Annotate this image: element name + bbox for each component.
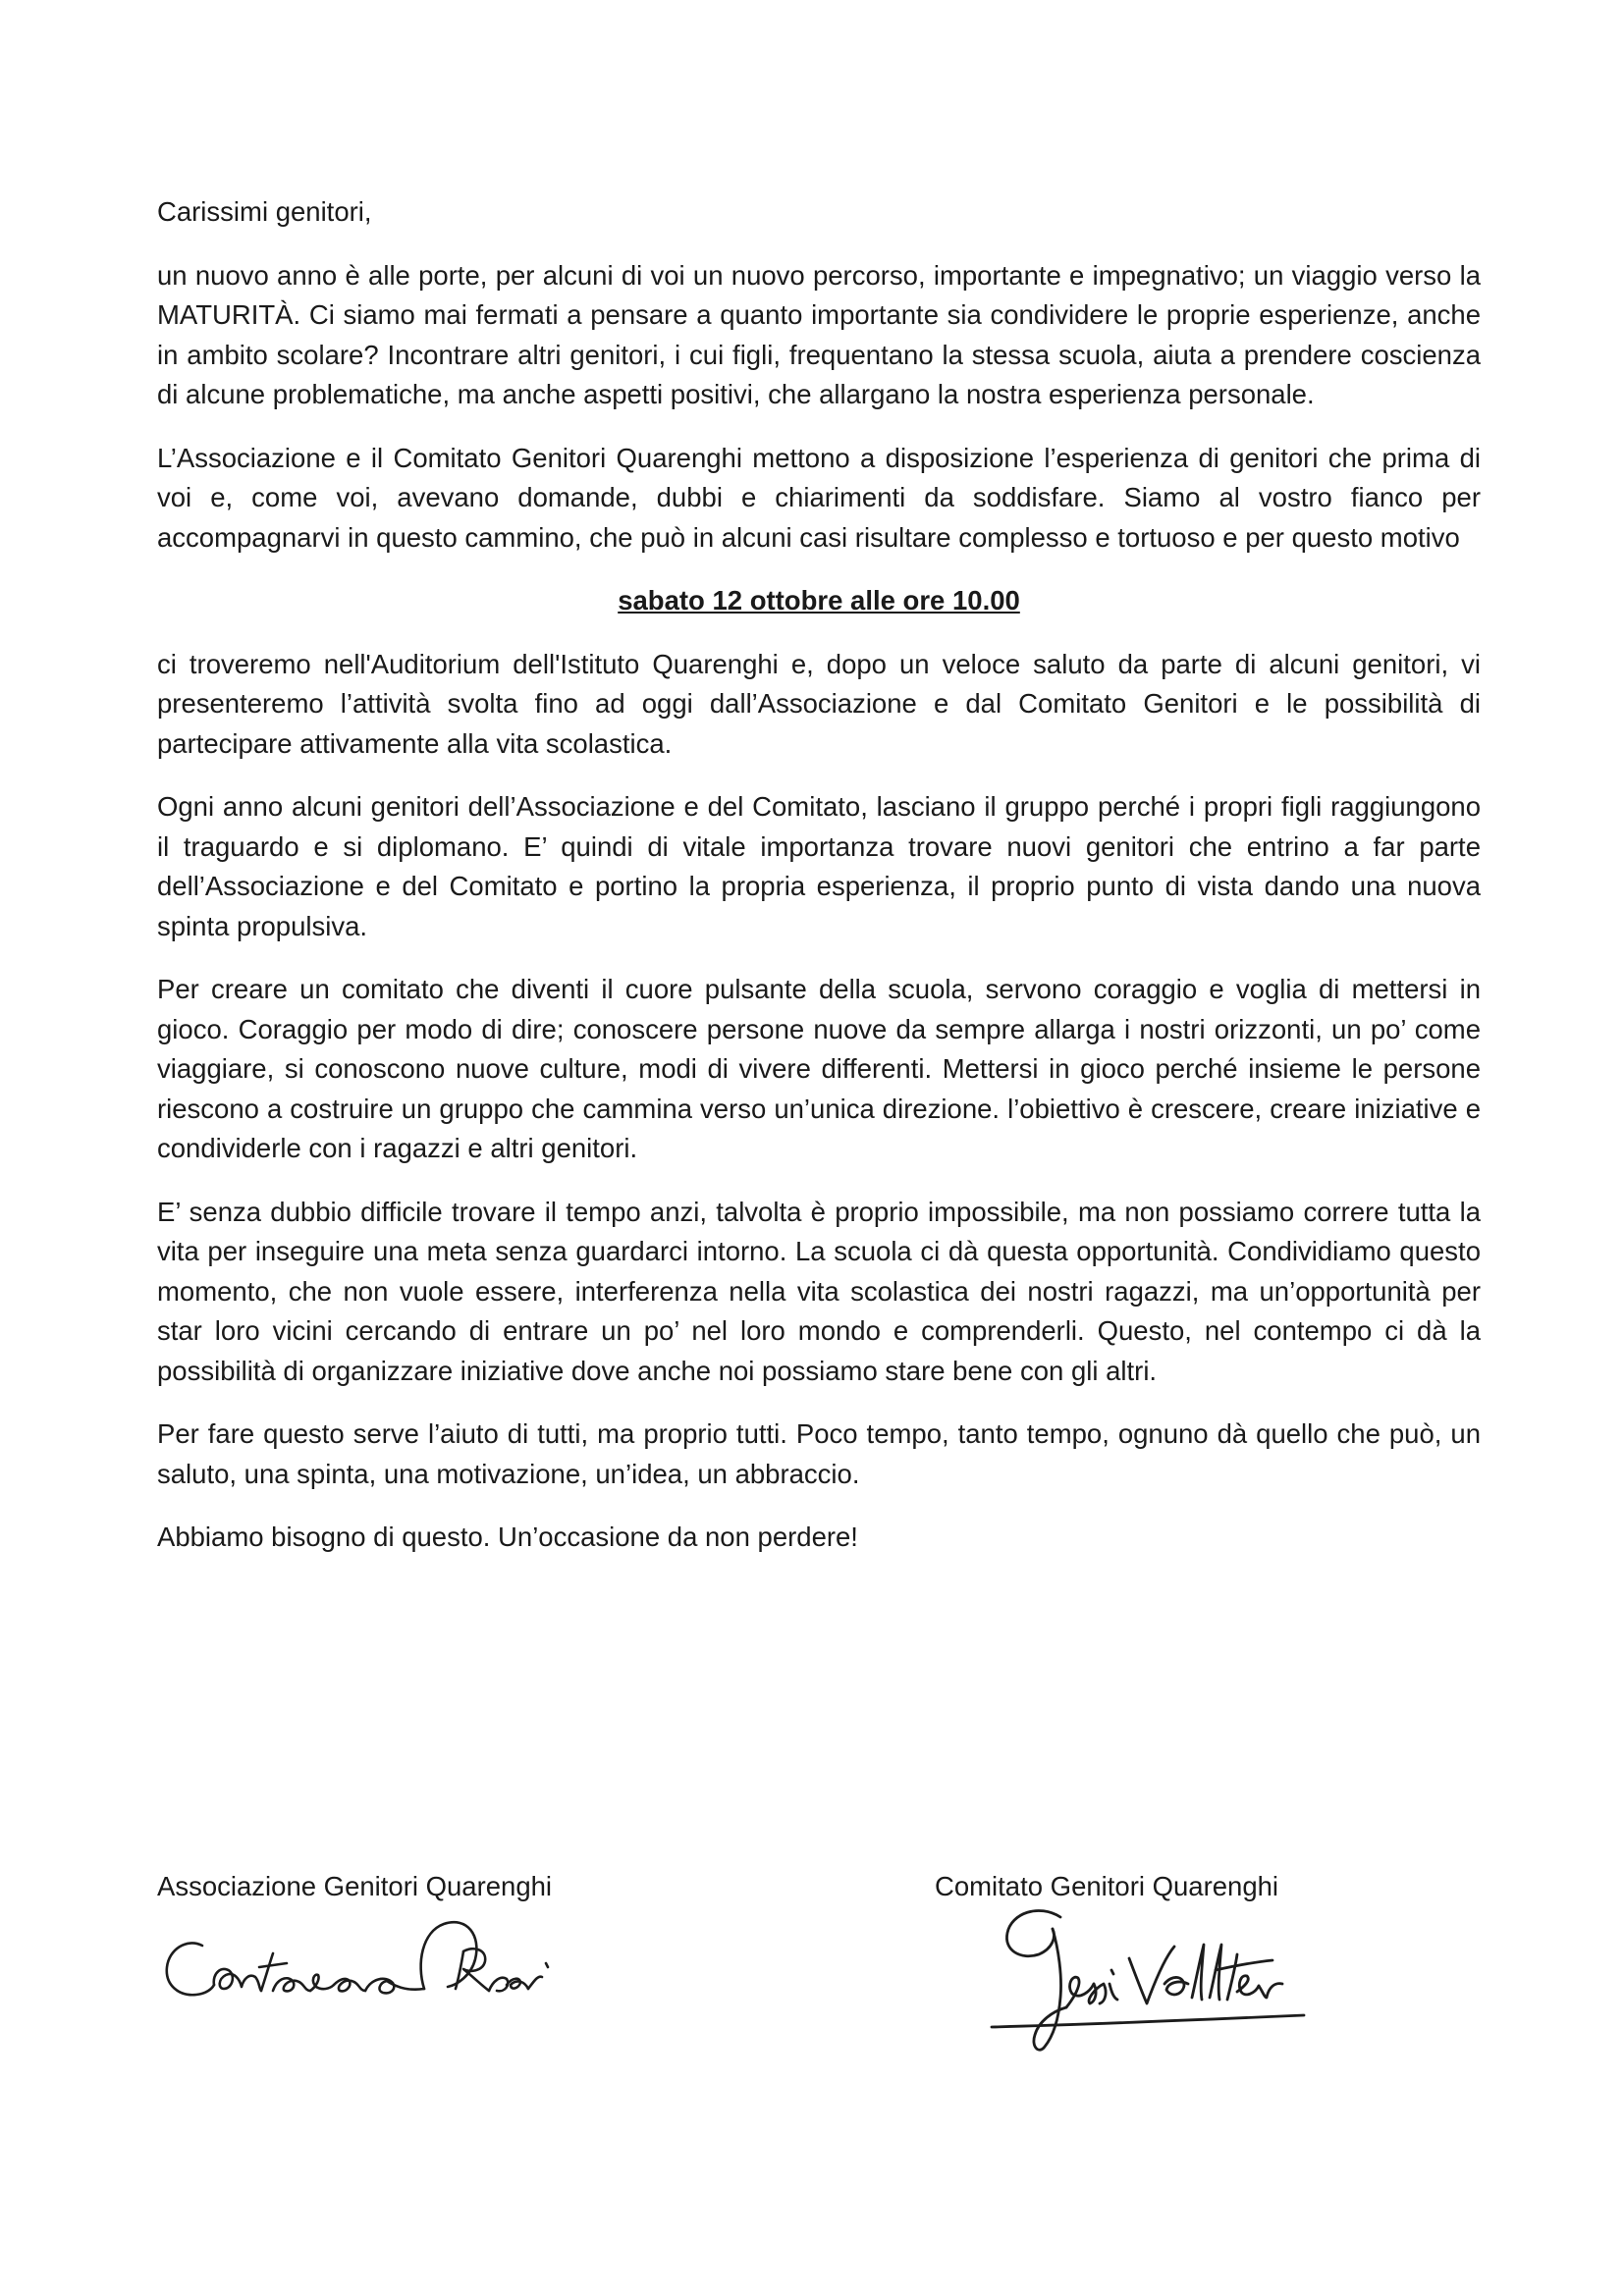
paragraph-committee: Per creare un comitato che diventi il cuore pulsante della scuola, servono coraggio e voglia di mettersi in gioco. Coraggio per modo di dire; conoscere persone nuove da sempre allarga i nostri orizzonti, un po’ come viaggiare, si conoscono nuove culture, modi di vivere differenti. Mettersi in gioco perché insieme le persone riescono a costruire un gruppo che cammina verso un’unica direzione. l’obiettivo è crescere, creare iniziative e condividerle con i ragazzi e altri genitori. xyxy=(157,974,1481,1163)
paragraph-association: L’Associazione e il Comitato Genitori Quarenghi mettono a disposizione l’esperienza di genitori che prima di voi e, come voi, avevano domande, dubbi e chiarimenti da soddisfare. Siamo al vostro fianco per accompagnarvi in questo cammino, che può in alcuni casi risultare complesso e tortuoso e per questo motivo xyxy=(157,442,1481,553)
paragraph-intro: un nuovo anno è alle porte, per alcuni di voi un nuovo percorso, importante e impegnativo; un viaggio verso la MATURITÀ. Ci siamo mai fermati a pensare a quanto importante sia condividere le proprie esperienze, anche in ambito scolare? Incontrare altri genitori, i cui figli, frequentano la stessa scuola, aiuta a prendere coscienza di alcune problematiche, ma anche aspetti positivi, che allargano la nostra esperienza personale. xyxy=(157,259,1481,409)
committee-name: Comitato Genitori Quarenghi xyxy=(935,1871,1279,1901)
paragraph-time: E’ senza dubbio difficile trovare il tempo anzi, talvolta è proprio impossibile, ma non possiamo correre tutta la vita per inseguire una meta senza guardarci intorno. La scuola ci dà questa opportunità. Condividiamo questo momento, che non vuole essere, interferenza nella vita scolastica dei nostri ragazzi, ma un’opportunità per star loro vicini cercando di entrare un po’ nel loro mondo e comprenderli. Questo, nel contempo ci dà la possibilità di organizzare iniziative dove anche noi possiamo stare bene con gli altri. xyxy=(157,1196,1481,1386)
greeting: Carissimi genitori, xyxy=(157,196,372,227)
committee-handwritten-signature xyxy=(992,1890,1316,2056)
paragraph-help: Per fare questo serve l’aiuto di tutti, ma proprio tutti. Poco tempo, tanto tempo, ognuno dà quello che può, un saluto, una spinta, una motivazione, un’idea, un abbraccio. xyxy=(157,1418,1481,1489)
event-date: sabato 12 ottobre alle ore 10.00 xyxy=(618,585,1020,615)
letter-body xyxy=(157,192,1481,1558)
paragraph-auditorium: ci troveremo nell'Auditorium dell'Istituto Quarenghi e, dopo un veloce saluto da parte di alcuni genitori, vi presenteremo l’attività svolta fino ad oggi dall’Associazione e dal Comitato Genitori e le possibilità di partecipare attivamente alla vita scolastica. xyxy=(157,648,1481,759)
association-name: Associazione Genitori Quarenghi xyxy=(157,1871,553,1901)
association-handwritten-signature xyxy=(157,1895,579,2022)
closing-line: Abbiamo bisogno di questo. Un’occasione da non perdere! xyxy=(157,1522,858,1552)
paragraph-new-parents: Ogni anno alcuni genitori dell’Associazione e del Comitato, lasciano il gruppo perché i propri figli raggiungono il traguardo e si diplomano. E’ quindi di vitale importanza trovare nuovi genitori che entrino a far parte dell’Associazione e del Comitato e portino la propria esperienza, il proprio punto di vista dando una nuova spinta propulsiva. xyxy=(157,791,1481,941)
